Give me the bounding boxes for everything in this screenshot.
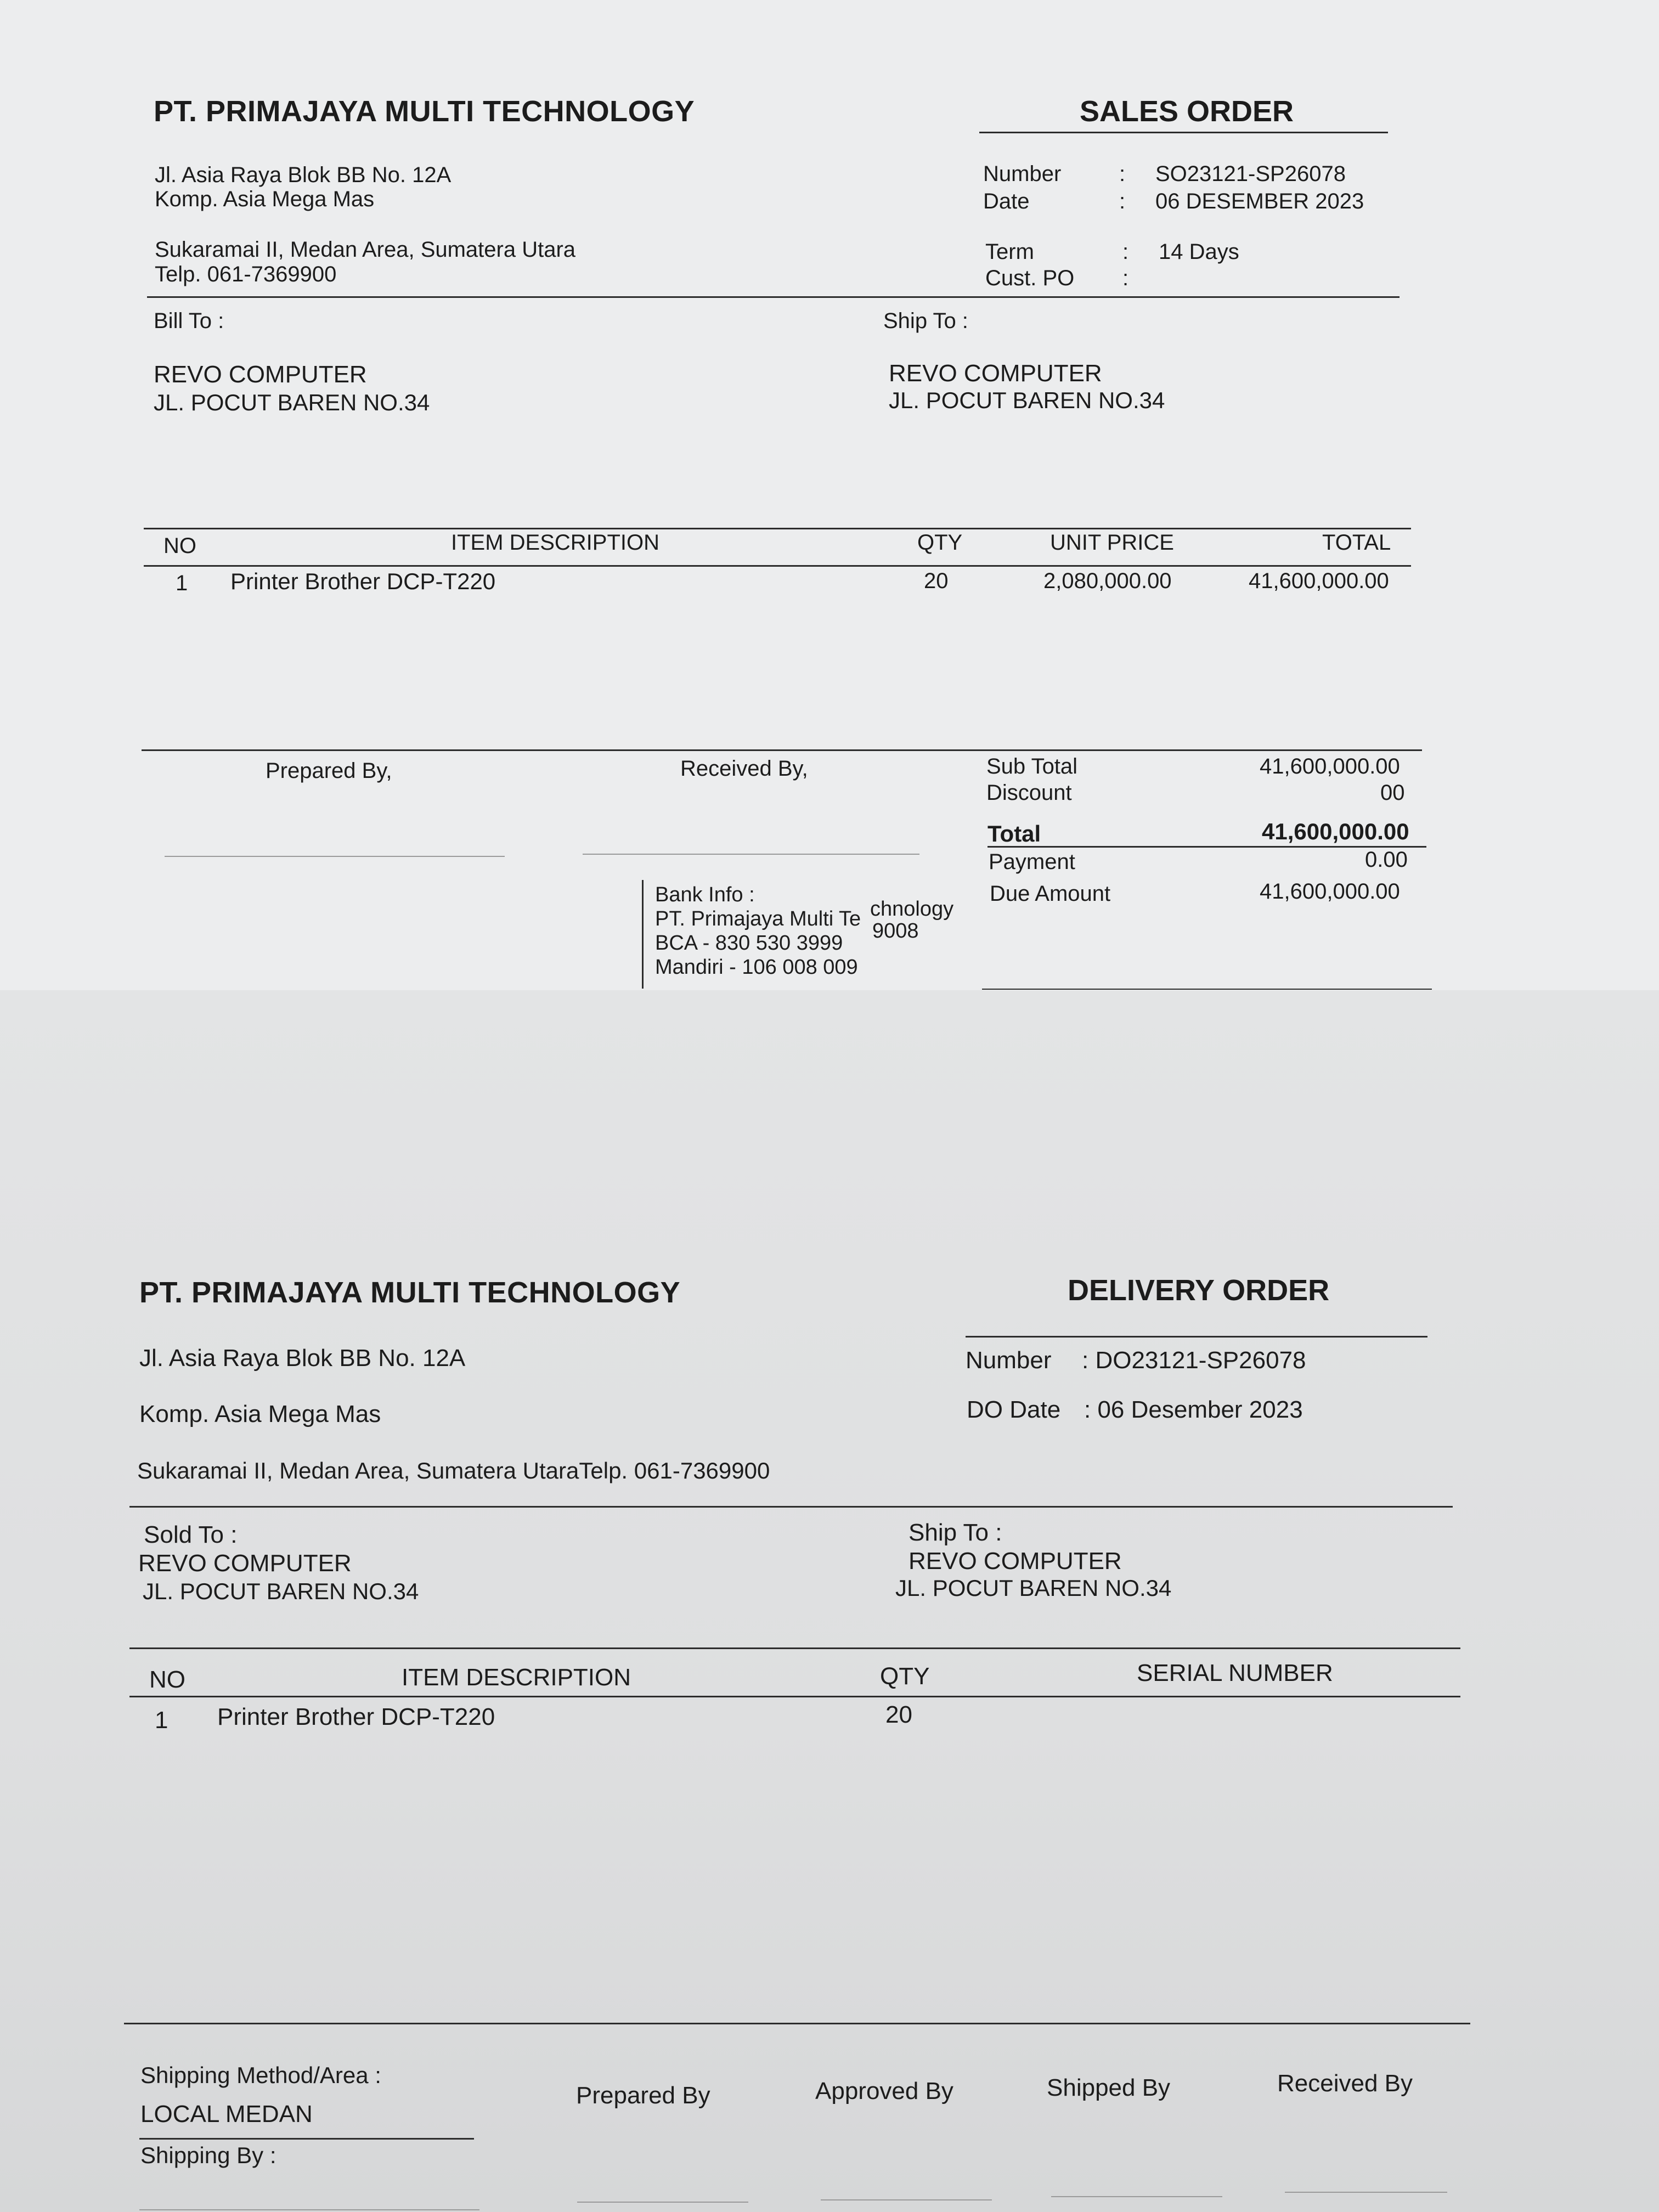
so-bill-to-label: Bill To :	[154, 309, 224, 333]
so-bottom-rule	[982, 989, 1432, 990]
so-subtotal-value: 41,600,000.00	[1260, 754, 1400, 778]
so-bill-to-name: REVO COMPUTER	[154, 361, 367, 388]
do-item-qty: 20	[885, 1701, 912, 1728]
so-ship-to-name: REVO COMPUTER	[889, 360, 1102, 387]
do-col-serial-number: SERIAL NUMBER	[1137, 1660, 1333, 1686]
so-total-value: 41,600,000.00	[1262, 819, 1409, 844]
do-approved-by-signature-line	[821, 2199, 992, 2200]
do-date-label: DO Date	[967, 1396, 1061, 1423]
so-received-by-signature-line	[583, 854, 919, 855]
so-number-value: SO23121-SP26078	[1155, 162, 1346, 186]
do-ship-to-label: Ship To :	[909, 1519, 1002, 1546]
so-term-label: Term	[985, 240, 1034, 264]
so-col-unit-price: UNIT PRICE	[1050, 531, 1174, 555]
so-cust-po-colon: :	[1122, 266, 1129, 290]
so-number-label: Number	[983, 162, 1062, 186]
so-bank-line-2: BCA - 830 530 3999	[655, 932, 843, 955]
so-address-line-2: Komp. Asia Mega Mas	[155, 187, 375, 211]
so-payment-value: 0.00	[1365, 848, 1408, 872]
so-item-description: Printer Brother DCP-T220	[230, 568, 496, 594]
so-item-no: 1	[176, 571, 188, 595]
do-col-qty: QTY	[880, 1663, 930, 1690]
so-bank-info-label: Bank Info :	[655, 883, 755, 906]
so-bill-to-address: JL. POCUT BAREN NO.34	[154, 390, 430, 415]
so-discount-label: Discount	[986, 781, 1072, 805]
do-received-by-signature-line	[1285, 2192, 1447, 2193]
so-number-colon: :	[1119, 162, 1126, 186]
do-address-line-2: Komp. Asia Mega Mas	[139, 1401, 381, 1427]
so-item-qty: 20	[924, 569, 949, 593]
so-bank-overprint-1: chnology	[870, 898, 954, 921]
so-ship-to-address: JL. POCUT BAREN NO.34	[889, 387, 1165, 413]
so-prepared-by-label: Prepared By,	[266, 759, 392, 783]
sales-order-sheet	[0, 0, 1659, 990]
delivery-order-sheet	[0, 990, 1659, 2212]
do-shipped-by-signature-line	[1051, 2196, 1222, 2197]
so-bank-info-divider	[642, 880, 644, 989]
so-company-name: PT. PRIMAJAYA MULTI TECHNOLOGY	[154, 95, 695, 128]
do-prepared-by-label: Prepared By	[576, 2082, 710, 2109]
do-title-underline	[966, 1336, 1427, 1338]
do-shipped-by-label: Shipped By	[1047, 2074, 1171, 2101]
so-term-value: 14 Days	[1159, 240, 1239, 264]
so-bank-line-3: Mandiri - 106 008 009	[655, 956, 858, 979]
so-date-colon: :	[1119, 189, 1126, 213]
so-bank-line-1: PT. Primajaya Multi Te	[655, 907, 861, 930]
do-item-description: Printer Brother DCP-T220	[217, 1703, 495, 1730]
do-footer-rule	[124, 2023, 1470, 2024]
so-item-total: 41,600,000.00	[1249, 569, 1389, 593]
so-date-value: 06 DESEMBER 2023	[1155, 189, 1364, 213]
so-ship-to-label: Ship To :	[883, 309, 968, 333]
do-sold-to-label: Sold To :	[144, 1521, 238, 1548]
do-received-by-label: Received By	[1277, 2070, 1413, 2097]
do-number-value: : DO23121-SP26078	[1082, 1347, 1306, 1374]
do-number-label: Number	[966, 1347, 1052, 1374]
so-total-rule	[988, 846, 1426, 848]
so-date-label: Date	[983, 189, 1030, 213]
do-item-no: 1	[155, 1707, 168, 1734]
so-bank-overprint-2: 9008	[872, 919, 919, 943]
do-col-description: ITEM DESCRIPTION	[402, 1664, 631, 1691]
so-col-no: NO	[163, 534, 196, 558]
do-header-divider	[129, 1506, 1453, 1508]
so-col-total: TOTAL	[1322, 531, 1391, 555]
do-shipping-by-line	[139, 2209, 479, 2210]
do-sold-to-address: JL. POCUT BAREN NO.34	[143, 1578, 419, 1604]
do-shipping-by-label: Shipping By :	[140, 2142, 276, 2168]
so-cust-po-label: Cust. PO	[985, 266, 1075, 290]
so-received-by-label: Received By,	[680, 757, 808, 781]
so-table-header-rule	[144, 565, 1411, 567]
do-table-header-rule	[129, 1696, 1460, 1697]
so-title-underline	[979, 132, 1388, 133]
do-company-name: PT. PRIMAJAYA MULTI TECHNOLOGY	[139, 1276, 681, 1309]
do-shipping-method-underline	[139, 2138, 474, 2140]
so-payment-label: Payment	[989, 850, 1075, 874]
do-ship-to-address: JL. POCUT BAREN NO.34	[895, 1575, 1172, 1601]
so-item-unit-price: 2,080,000.00	[1043, 569, 1172, 593]
do-sold-to-name: REVO COMPUTER	[138, 1550, 352, 1577]
so-header-divider	[147, 296, 1400, 298]
do-prepared-by-signature-line	[577, 2202, 748, 2203]
do-title: DELIVERY ORDER	[1068, 1274, 1330, 1307]
do-shipping-method-value: LOCAL MEDAN	[140, 2101, 313, 2128]
so-discount-value: 00	[1380, 781, 1405, 805]
so-term-colon: :	[1122, 240, 1129, 264]
so-due-amount-label: Due Amount	[990, 882, 1111, 906]
do-date-value: : 06 Desember 2023	[1084, 1396, 1303, 1423]
so-address-line-4: Telp. 061-7369900	[155, 262, 337, 286]
so-table-top-rule	[144, 528, 1411, 529]
do-address-line-3: Sukaramai II, Medan Area, Sumatera UtaraTelp. 061-7369900	[137, 1458, 770, 1483]
do-col-no: NO	[149, 1666, 185, 1693]
do-approved-by-label: Approved By	[815, 2078, 953, 2104]
so-address-line-1: Jl. Asia Raya Blok BB No. 12A	[155, 163, 452, 187]
so-subtotal-label: Sub Total	[986, 754, 1078, 778]
so-col-description: ITEM DESCRIPTION	[451, 531, 660, 555]
so-due-amount-value: 41,600,000.00	[1260, 879, 1400, 904]
so-title: SALES ORDER	[1080, 95, 1294, 128]
do-address-line-1: Jl. Asia Raya Blok BB No. 12A	[139, 1345, 466, 1372]
do-ship-to-name: REVO COMPUTER	[909, 1548, 1122, 1575]
so-footer-rule	[142, 749, 1422, 751]
so-total-label: Total	[988, 821, 1041, 847]
so-prepared-by-signature-line	[165, 856, 505, 857]
do-table-top-rule	[129, 1647, 1460, 1649]
do-shipping-method-label: Shipping Method/Area :	[140, 2062, 381, 2088]
so-address-line-3: Sukaramai II, Medan Area, Sumatera Utara	[155, 238, 576, 262]
so-col-qty: QTY	[917, 531, 963, 555]
